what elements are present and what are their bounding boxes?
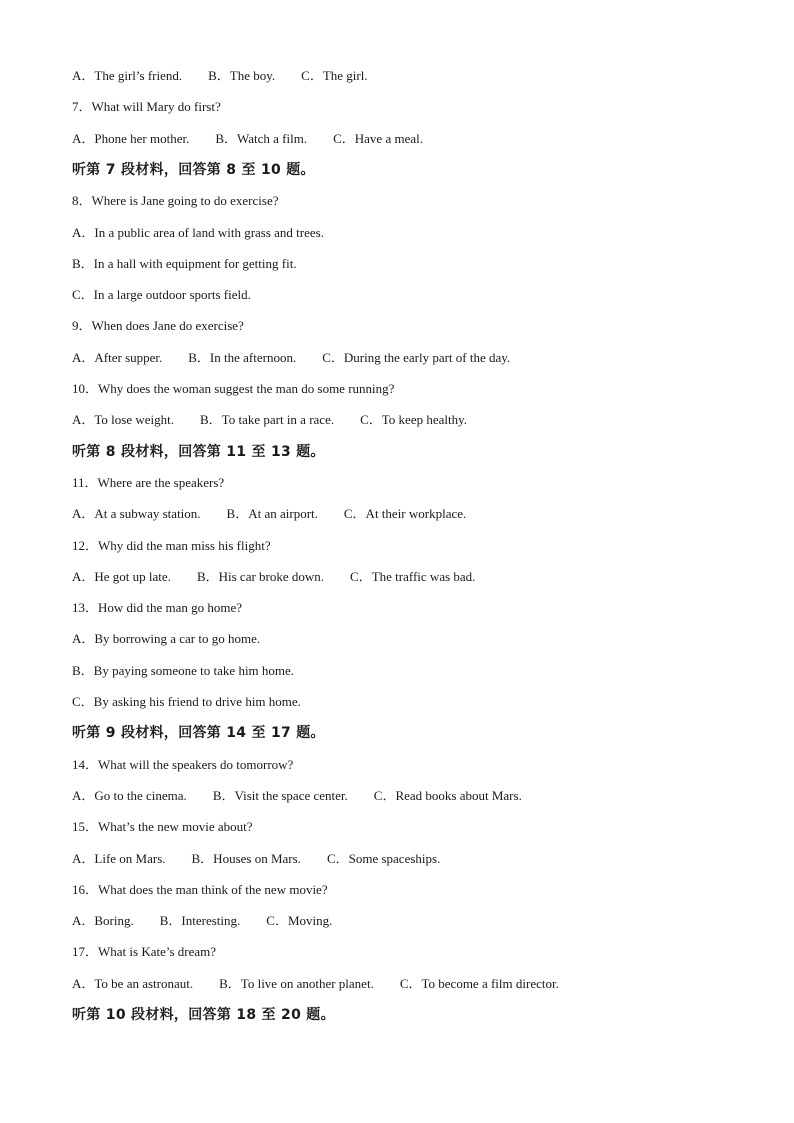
answer-option: B．The boy. [208,68,276,83]
section-heading: 听第 10 段材料，回答第 18 至 20 题。 [72,1007,335,1023]
answer-option: A．Phone her mother. [72,130,190,146]
answer-option: B．To take part in a race. [200,412,335,428]
answer-option: A．To be an astronaut. [72,975,194,991]
answer-options [72,788,522,804]
answer-option: B．Watch a film. [215,130,308,146]
answer-option: A．Boring. [72,913,134,929]
answer-option: C．Moving. [266,913,333,929]
section-heading: 听第 8 段材料，回答第 11 至 13 题。 [72,443,325,460]
answer-option: B．To live on another planet. [219,975,374,991]
answer-option: B．Visit the space center. [212,787,348,803]
answer-option: A．To lose weight. [72,412,174,428]
answer-option: A．In a public area of land with grass and trees. [72,224,324,240]
answer-option: C．In a large outdoor sports field. [72,287,251,303]
answer-options [72,68,368,84]
answer-option: B．In a hall with equipment for getting fit. [72,255,297,271]
question-text: 13．How did the man go home? [72,600,243,616]
answer-option: C．The traffic was bad. [350,568,476,584]
answer-options [72,569,475,585]
answer-option: A．He got up late. [72,568,171,584]
answer-options [72,412,467,428]
answer-option: C．During the early part of the day. [322,349,511,365]
answer-options [72,913,332,929]
answer-options [72,350,510,366]
question-text: 17．What is Kate’s dream? [72,944,217,960]
question-text: 9．When does Jane do exercise? [72,318,244,334]
question-text: 15．What’s the new movie about? [72,819,253,835]
question-text: 10．Why does the woman suggest the man do some running? [72,381,395,396]
question-text: 14．What will the speakers do tomorrow? [72,756,294,772]
answer-option: C．To keep healthy. [360,412,468,428]
answer-option: A．The girl’s friend. [72,68,183,83]
answer-option: B．At an airport. [226,506,318,522]
answer-option: C．By asking his friend to drive him home. [72,694,301,709]
answer-option: B．In the afternoon. [188,349,297,365]
answer-option: C．Some spaceships. [326,850,441,866]
section-heading: 听第 9 段材料，回答第 14 至 17 题。 [72,725,325,742]
answer-options [72,131,423,147]
answer-option: C．To become a film director. [399,975,559,991]
question-text: 8．Where is Jane going to do exercise? [72,193,279,209]
question-text: 11．Where are the speakers? [72,474,225,490]
answer-options [72,851,440,867]
question-text: 12．Why did the man miss his flight? [72,537,271,553]
answer-option: C．Have a meal. [333,130,423,146]
answer-option: B．Houses on Mars. [191,850,301,866]
answer-options [72,506,466,522]
answer-options [72,976,559,992]
answer-option: A．Life on Mars. [72,850,166,866]
answer-option: C．At their workplace. [343,506,467,522]
answer-option: C．The girl. [301,68,368,83]
question-text: 7．What will Mary do first? [72,99,221,115]
answer-option: B．Interesting. [159,913,241,929]
answer-option: A．After supper. [72,349,163,365]
answer-option: A．By borrowing a car to go home. [72,631,261,647]
answer-option: C．Read books about Mars. [373,787,522,803]
answer-option: B．His car broke down. [196,568,325,584]
answer-option: B．By paying someone to take him home. [72,662,295,678]
question-text: 16．What does the man think of the new movie? [72,881,328,897]
answer-option: A．Go to the cinema. [72,787,187,803]
answer-option: A．At a subway station. [72,506,201,522]
section-heading: 听第 7 段材料，回答第 8 至 10 题。 [72,161,315,178]
